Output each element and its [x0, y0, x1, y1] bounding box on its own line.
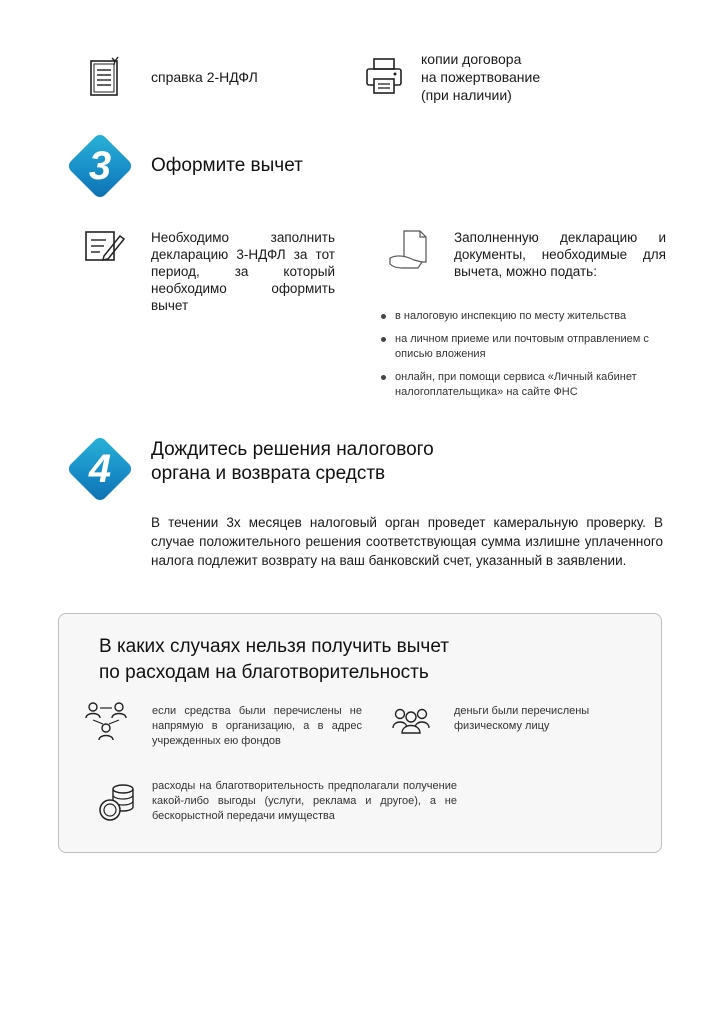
step-3-badge: [64, 130, 136, 202]
list-item: в налоговую инспекцию по месту жительства: [381, 309, 677, 324]
form-pen-icon: [84, 228, 126, 264]
panel-title-line: по расходам на благотворительность: [99, 662, 429, 683]
step-3-right-text: Заполненную декларацию и документы, необходимые для вычета, можно подать:: [454, 230, 666, 279]
case-individual-text: деньги были перечислены физическому лицу: [454, 705, 590, 732]
step-4-badge: [64, 433, 136, 505]
coins-stack-icon: [97, 782, 137, 822]
hand-document-icon: [388, 228, 432, 272]
doc-item-line: (при наличии): [421, 87, 512, 103]
step-3-title: Оформите вычет: [151, 155, 303, 176]
step-4-title: [151, 438, 434, 486]
case-benefit-text: расходы на благотворительность предполагали получение какой-либо выгоды (услуги, реклама и другое), а не бескорыстной передачи имущества: [152, 780, 457, 822]
case-funds-text: если средства были перечислены не напрямую в организацию, а в адрес учрежденных ею фондов: [152, 705, 362, 747]
doc-item-2ndfl: справка 2-НДФЛ: [151, 69, 258, 85]
doc-item-line: на пожертвование: [421, 69, 541, 85]
step-4-title-line: Дождитесь решения налогового: [151, 439, 434, 460]
step-number: 4: [88, 446, 112, 491]
doc-item-line: копии договора: [421, 51, 522, 67]
panel-title-line: В каких случаях нельзя получить вычет: [99, 636, 449, 657]
list-item: на личном приеме или почтовым отправлением с описью вложения: [381, 332, 677, 362]
non-deductible-cases-panel: [58, 613, 662, 853]
step-3-left-text: Необходимо заполнить декларацию 3-НДФЛ за тот период, за который необходимо оформить вычет: [151, 230, 335, 313]
step-4-body: В течении 3х месяцев налоговый орган проведет камеральную проверку. В случае положительного решения соответствующая сумма излишне уплаченного налога подлежит возврату на ваш банковский счет, указанный в заявлении.: [151, 515, 663, 568]
doc-item-contract-copies: [421, 50, 540, 104]
submission-methods-list: [381, 309, 677, 408]
document-list-icon: [88, 56, 122, 98]
step-number: 3: [88, 143, 112, 188]
list-item: онлайн, при помощи сервиса «Личный кабинет налогоплательщика» на сайте ФНС: [381, 370, 677, 400]
step-4-title-line: органа и возврата средств: [151, 463, 386, 484]
panel-title: [99, 634, 449, 686]
people-group-icon: [391, 706, 431, 734]
organization-network-icon: [85, 700, 127, 744]
printer-icon: [364, 56, 404, 96]
